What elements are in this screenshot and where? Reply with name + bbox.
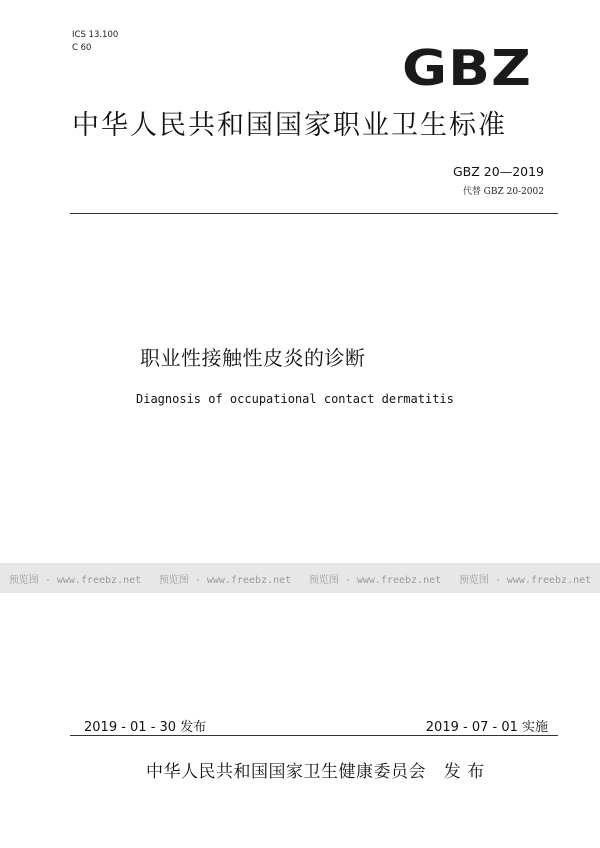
document-title-chinese: 职业性接触性皮炎的诊断	[140, 346, 366, 370]
document-title-english: Diagnosis of occupational contact dermatitis	[136, 392, 454, 406]
publish-date: 2019 - 01 - 30 发布	[84, 720, 207, 735]
implementation-date: 2019 - 07 - 01 实施	[425, 720, 548, 735]
watermark-text: 预览图 - www.freebz.net	[8, 574, 142, 586]
standard-category-title: 中华人民共和国国家职业卫生标准	[72, 110, 507, 141]
issuing-authority: 中华人民共和国国家卫生健康委员会 发 布	[146, 762, 485, 782]
ics-code: ICS 13.100	[72, 30, 119, 40]
watermark-text: 预览图 - www.freebz.net	[158, 574, 292, 586]
classification-codes	[72, 29, 118, 55]
preview-watermark-band	[0, 563, 600, 593]
header-divider	[70, 213, 558, 214]
gbz-logo: GBZ	[402, 40, 533, 97]
watermark-text: 预览图 - www.freebz.net	[308, 574, 442, 586]
replaces-standard: 代替 GBZ 20-2002	[462, 187, 544, 197]
standard-number: GBZ 20—2019	[452, 164, 544, 179]
ccs-code: C 60	[72, 43, 92, 53]
footer-divider	[70, 735, 558, 736]
watermark-text: 预览图 - www.freebz.net	[458, 574, 592, 586]
